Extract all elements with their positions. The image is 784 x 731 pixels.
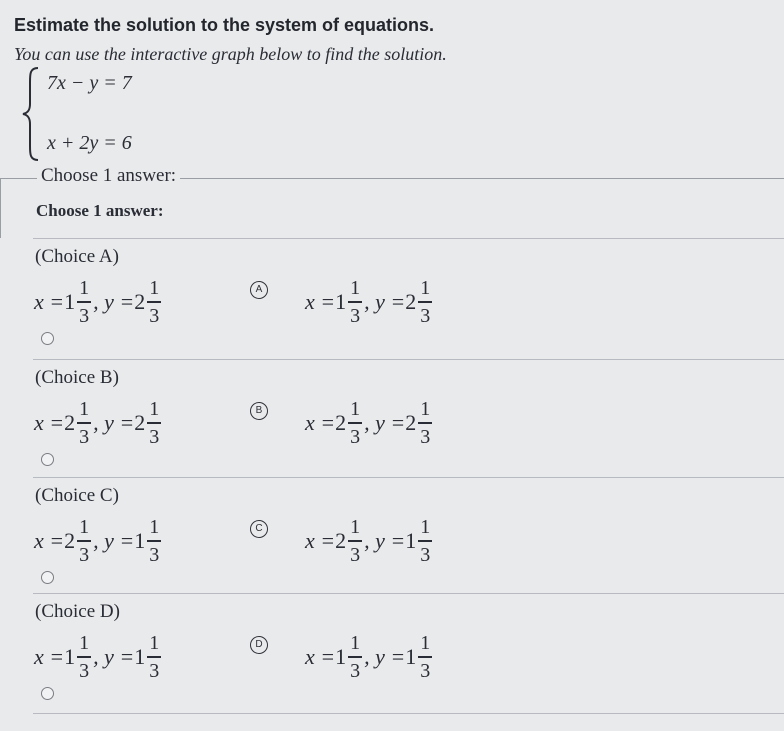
choose-instruction: Choose 1 answer: [36, 201, 164, 220]
choice-math-text: x = 2 $\frac{1}{3}$ , y = 2 $\frac{1}{3}$ [34, 398, 160, 448]
choice-math-text: x = 1 $\frac{1}{3}$ , y = 2 $\frac{1}{3}$ [34, 277, 160, 327]
choice-c[interactable] [0, 477, 784, 593]
choice-divider [33, 359, 784, 360]
choice-heading: (Choice C) [35, 485, 119, 506]
choice-b[interactable] [0, 359, 784, 475]
choice-divider [33, 477, 784, 478]
choice-math-rendered: x = 1 $\frac{1}{3}$ , y = 1 $\frac{1}{3}$ [305, 632, 431, 682]
fieldset-legend: Choose 1 answer: [37, 165, 180, 187]
choice-heading: (Choice B) [35, 367, 119, 388]
choice-divider [33, 238, 784, 239]
choice-math-text: x = 1 $\frac{1}{3}$ , y = 1 $\frac{1}{3}$ [34, 632, 160, 682]
equation-system [20, 66, 220, 162]
equation-2: x + 2y = 6 [47, 132, 132, 154]
question-title: Estimate the solution to the system of equations. [14, 15, 435, 35]
choice-letter-icon: D [250, 636, 268, 654]
left-brace-icon [20, 66, 42, 162]
choice-heading: (Choice D) [35, 601, 120, 622]
choice-math-rendered: x = 1 $\frac{1}{3}$ , y = 2 $\frac{1}{3}$ [305, 277, 431, 327]
choice-heading: (Choice A) [35, 246, 119, 267]
equation-1: 7x − y = 7 [47, 72, 132, 94]
choice-letter-icon: B [250, 402, 268, 420]
choice-math-text: x = 2 $\frac{1}{3}$ , y = 1 $\frac{1}{3}$ [34, 516, 160, 566]
choice-d[interactable] [0, 593, 784, 709]
question-subtitle: You can use the interactive graph below to find the solution. [14, 44, 447, 64]
choice-a[interactable] [0, 238, 784, 354]
choice-radio[interactable] [41, 687, 54, 700]
choice-math-rendered: x = 2 $\frac{1}{3}$ , y = 1 $\frac{1}{3}$ [305, 516, 431, 566]
choice-radio[interactable] [41, 453, 54, 466]
bottom-divider [33, 713, 784, 714]
choice-letter-icon: A [250, 281, 268, 299]
choice-math-rendered: x = 2 $\frac{1}{3}$ , y = 2 $\frac{1}{3}$ [305, 398, 431, 448]
fieldset-border-left [0, 178, 1, 238]
choice-letter-icon: C [250, 520, 268, 538]
choice-radio[interactable] [41, 332, 54, 345]
choice-divider [33, 593, 784, 594]
choice-radio[interactable] [41, 571, 54, 584]
